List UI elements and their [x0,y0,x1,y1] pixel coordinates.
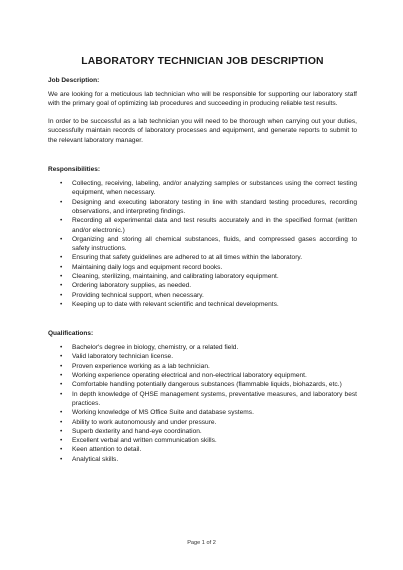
list-item: • Providing technical support, when necessary. [60,291,357,300]
list-item: • Ability to work autonomously and under pressure. [60,418,357,427]
list-item: • In depth knowledge of QHSE management systems, preventative measures, and laboratory best practices. [60,390,357,409]
list-item: • Ensuring that safety guidelines are adhered to at all times within the laboratory. [60,253,357,262]
job-description-label: Job Description: [48,77,100,84]
responsibilities-section [48,165,357,309]
responsibilities-label: Responsibilities: [48,166,101,174]
list-item: • Proven experience working as a lab technician. [60,362,357,371]
list-item: • Superb dexterity and hand-eye coordination. [60,427,357,436]
intro-paragraph-2: In order to be successful as a lab technician you will need to be thorough when carrying out your duties, successfully maintain records of laboratory processes and equipment, and generate reports to submit to the relevant laboratory manager. [48,117,357,144]
list-item: • Collecting, receiving, labeling, and/or analyzing samples or substances using the correct testing equipment, when necessary. [60,179,357,198]
page-number: Page 1 of 2 [187,540,216,546]
intro-paragraph-1: We are looking for a meticulous lab technician who will be responsible for supporting our laboratory staff with the primary goal of optimizing lab procedures and succeeding in producing reliable test results. [48,91,357,108]
list-item: • Organizing and storing all chemical substances, fluids, and compressed gases according to safety instructions. [60,235,357,254]
list-item: • Bachelor's degree in biology, chemistry, or a related field. [60,343,357,352]
list-item: • Analytical skills. [60,455,357,464]
list-item: • Recording all experimental data and test results accurately and in the specified format (written and/or electronic.) [60,216,357,235]
list-item: • Excellent verbal and written communication skills. [60,436,357,445]
qualifications-section [48,329,357,464]
list-item: • Cleaning, sterilizing, maintaining, and calibrating laboratory equipment. [60,272,357,281]
list-item: • Comfortable handling potentially dangerous substances (flammable liquids, biohazards, etc.) [60,380,357,389]
list-item: • Ordering laboratory supplies, as needed. [60,281,357,290]
list-item: • Maintaining daily logs and equipment record books. [60,263,357,272]
list-item: • Keen attention to detail. [60,445,357,454]
qualifications-label: Qualifications: [48,330,94,338]
list-item: • Working knowledge of MS Office Suite and database systems. [60,408,357,417]
document-title: LABORATORY TECHNICIAN JOB DESCRIPTION [81,56,324,67]
list-item: • Valid laboratory technician license. [60,352,357,361]
qualifications-list [48,343,357,464]
responsibilities-list [48,179,357,309]
list-item: • Working experience operating electrical and non-electrical laboratory equipment. [60,371,357,380]
list-item: • Designing and executing laboratory testing in line with standard testing procedures, recording observations, and interpreting findings. [60,198,357,217]
list-item: • Keeping up to date with relevant scientific and technical developments. [60,300,357,309]
